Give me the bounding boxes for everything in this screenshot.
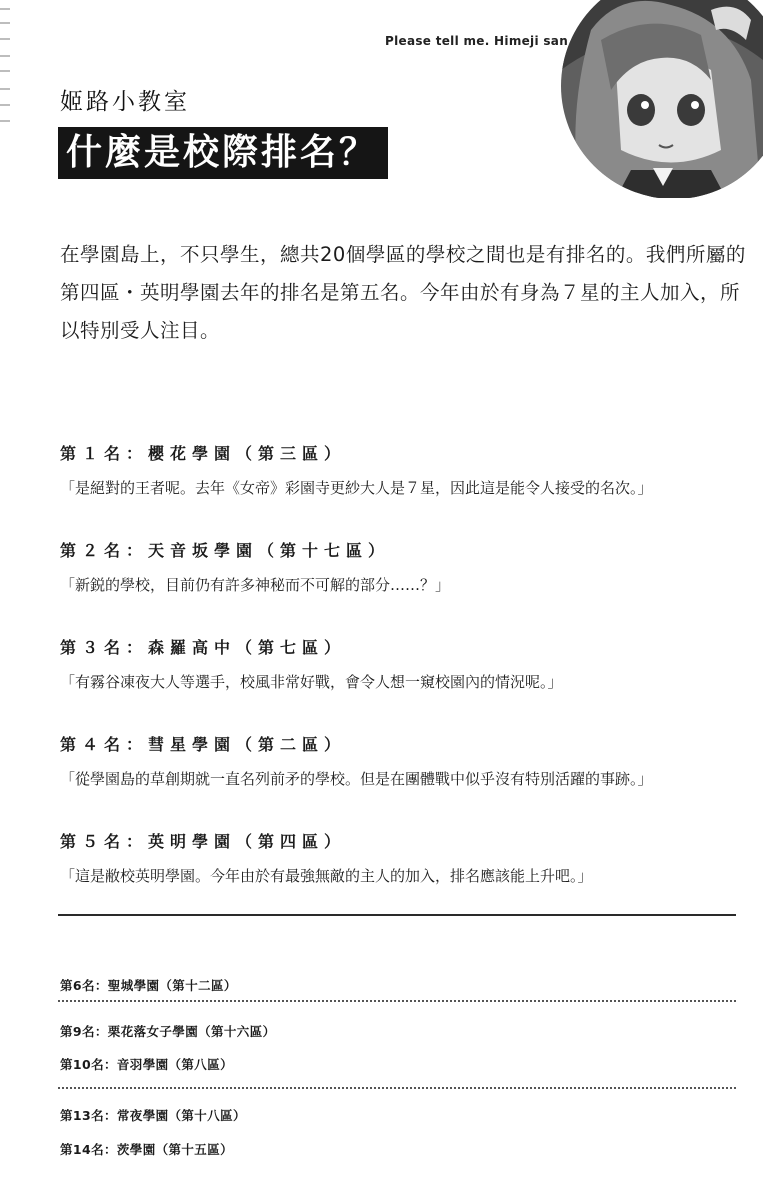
- header-tagline: Please tell me. Himeji san: [385, 34, 569, 48]
- other-rank-14: 第14名：茨學園（第十五區）: [60, 1142, 233, 1157]
- rank-entry-1: [60, 443, 750, 540]
- rank-comment: 「從學園島的草創期就一直名列前矛的學校。但是在團體戰中似乎沒有特別活躍的事跡。」: [60, 770, 653, 788]
- page-title: 什麼是校際排名？: [58, 127, 388, 179]
- rank-comment: 「是絕對的王者呢。去年《女帝》彩園寺更紗大人是７星，因此這是能令人接受的名次。」: [60, 479, 653, 497]
- dotted-divider: [58, 1087, 736, 1089]
- rank-comment: 「新鋭的學校，目前仍有許多神秘而不可解的部分……？」: [60, 576, 451, 594]
- rank-heading: 第４名：彗星學園（第二區）: [60, 735, 347, 754]
- other-rank-9: 第9名：栗花落女子學園（第十六區）: [60, 1024, 276, 1039]
- section-divider: [58, 914, 736, 916]
- himeji-portrait-illustration: [561, 0, 763, 198]
- other-rank-13: 第13名：常夜學園（第十八區）: [60, 1108, 246, 1123]
- section-kicker: 姬路小教室: [60, 89, 190, 115]
- rank-heading: 第３名：森羅高中（第七區）: [60, 638, 347, 657]
- intro-paragraph: 在學園島上，不只學生，總共20個學區的學校之間也是有排名的。我們所屬的第四區・英明學園去年的排名是第五名。今年由於有身為７星的主人加入，所以特別受人注目。: [60, 243, 746, 342]
- dotted-divider: [58, 1000, 736, 1002]
- rank-heading: 第１名：櫻花學園（第三區）: [60, 444, 347, 463]
- rank-comment: 「有霧谷凍夜大人等選手，校風非常好戰，會令人想一窺校園內的情況呢。」: [60, 673, 563, 691]
- rank-heading: 第５名：英明學園（第四區）: [60, 832, 347, 851]
- rank-comment: 「這是敝校英明學園。今年由於有最強無敵的主人的加入，排名應該能上升吧。」: [60, 867, 593, 885]
- rank-entry-4: [60, 734, 750, 831]
- top-rank-list: [60, 443, 750, 928]
- rank-entry-2: [60, 540, 750, 637]
- other-rank-6: 第6名：聖城學園（第十二區）: [60, 978, 237, 993]
- other-rank-10: 第10名：音羽學園（第八區）: [60, 1057, 233, 1072]
- rank-entry-3: [60, 637, 750, 734]
- rank-heading: 第２名：天音坂學園（第十七區）: [60, 541, 391, 560]
- scan-edge-marks: [0, 0, 14, 1200]
